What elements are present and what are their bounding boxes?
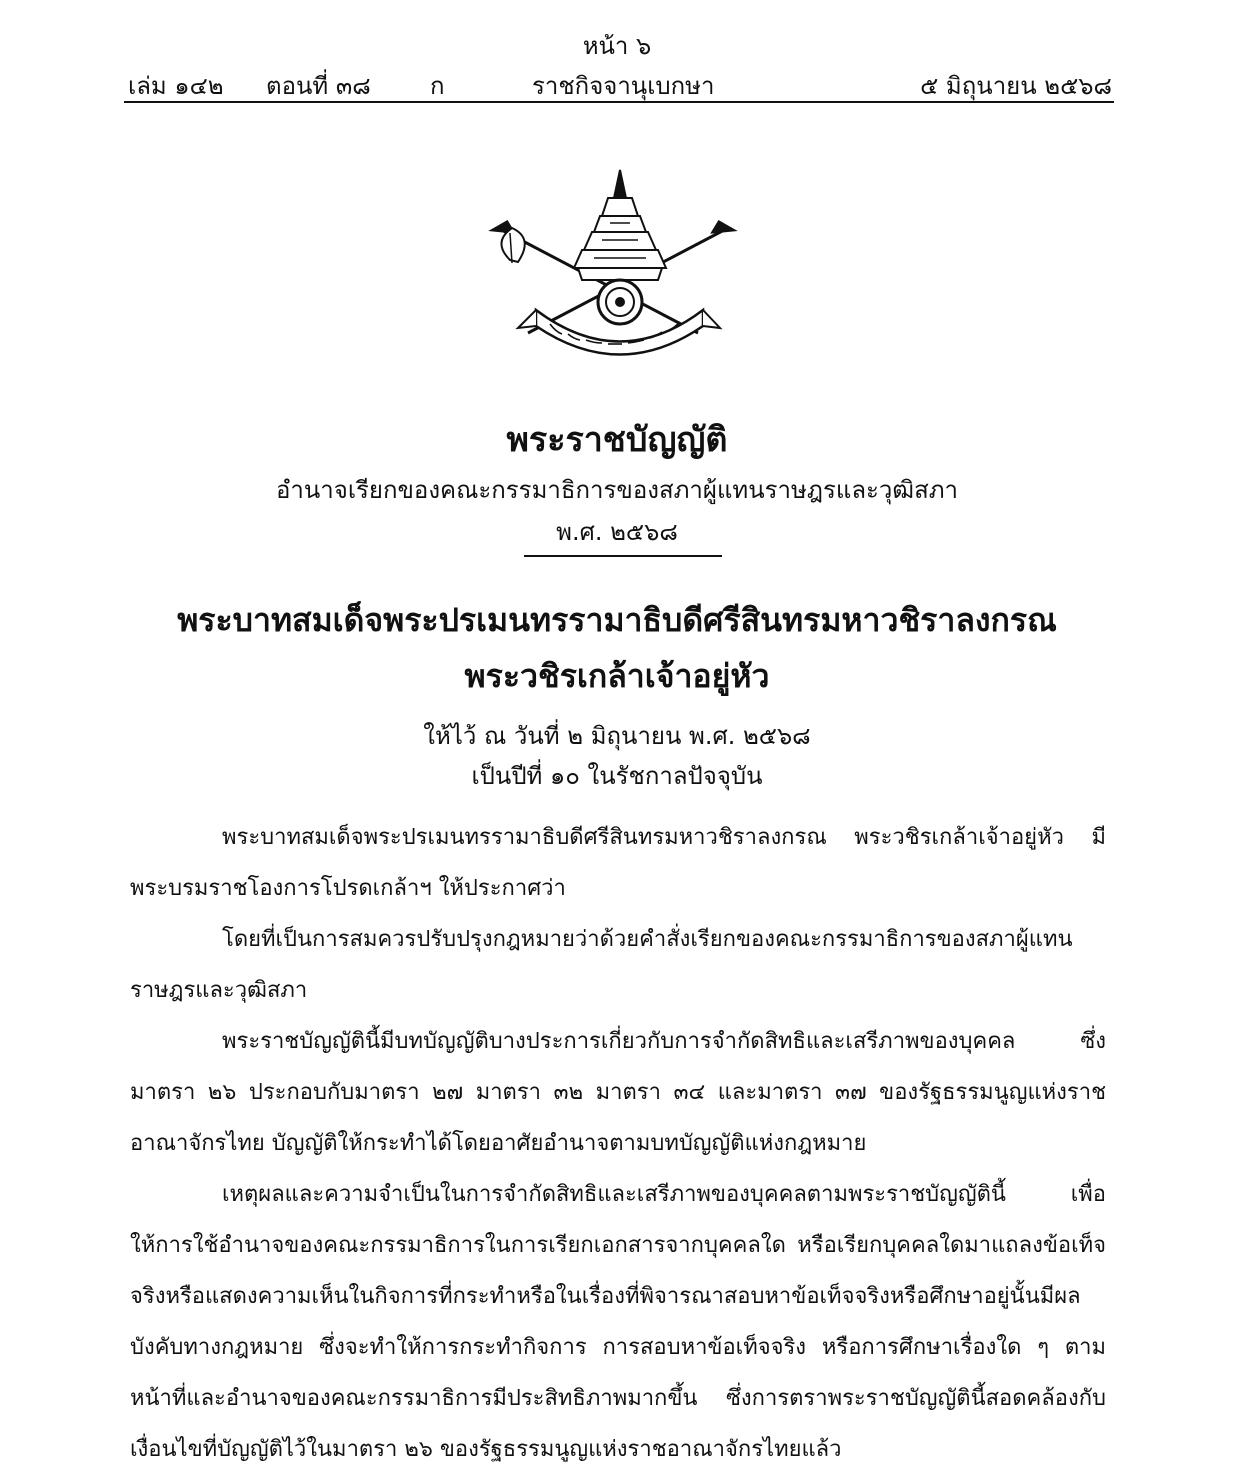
header-divider xyxy=(124,101,1114,103)
king-name-line1: พระบาทสมเด็จพระปรเมนทรรามาธิบดีศรีสินทรมหาวชิราลงกรณ xyxy=(177,601,1057,639)
gazette-header xyxy=(128,66,1112,98)
page-number: หน้า ๖ xyxy=(582,32,652,60)
act-body xyxy=(130,812,1106,1475)
issue-date: ๕ มิถุนายน ๒๕๖๘ xyxy=(920,72,1112,100)
given-date-line: ให้ไว้ ณ วันที่ ๒ มิถุนายน พ.ศ. ๒๕๖๘ xyxy=(423,722,811,750)
issue-label: ตอนที่ ๓๘ xyxy=(266,72,371,100)
royal-seal-emblem-icon xyxy=(488,168,738,358)
act-year: พ.ศ. ๒๕๖๘ xyxy=(556,518,678,546)
section-label: ก xyxy=(430,72,445,100)
volume-label: เล่ม ๑๔๒ xyxy=(128,72,224,100)
title-divider xyxy=(524,555,722,557)
paragraph-reasons: เหตุผลและความจำเป็นในการจำกัดสิทธิและเสรีภาพของบุคคลตามพระราชบัญญัตินี้ เพื่อให้การใช้อำนาจของคณะกรรมาธิการในการเรียกเอกสารจากบุคคลใด หรือเรียกบุคคลใดมาแถลงข้อเท็จจริงหรือแสดงความเห็นในกิจการที่กระทำหรือในเรื่องที่พิจารณาสอบหาข้อเท็จจริงหรือศึกษาอยู่นั้นมีผลบังคับทางกฎหมาย ซึ่งจะทำให้การกระทำกิจการ การสอบหาข้อเท็จจริง หรือการศึกษาเรื่องใด ๆ ตามหน้าที่และอำนาจของคณะกรรมาธิการมีประสิทธิภาพมากขึ้น ซึ่งการตราพระราชบัญญัตินี้สอดคล้องกับเงื่อนไขที่บัญญัติไว้ในมาตรา ๒๖ ของรัฐธรรมนูญแห่งราชอาณาจักรไทยแล้ว xyxy=(130,1182,1106,1462)
act-subtitle: อำนาจเรียกของคณะกรรมาธิการของสภาผู้แทนราษฎรและวุฒิสภา xyxy=(275,476,959,504)
paragraph-rationale: โดยที่เป็นการสมควรปรับปรุงกฎหมายว่าด้วยคำสั่งเรียกของคณะกรรมาธิการของสภาผู้แทนราษฎรและวุฒิสภา xyxy=(130,927,1073,1003)
paragraph-rights-limitation: พระราชบัญญัตินี้มีบทบัญญัติบางประการเกี่ยวกับการจำกัดสิทธิและเสรีภาพของบุคคล ซึ่งมาตรา ๒๖ ประกอบกับมาตรา ๒๗ มาตรา ๓๒ มาตรา ๓๔ และมาตรา ๓๗ ของรัฐธรรมนูญแห่งราชอาณาจักรไทย บัญญัติให้กระทำได้โดยอาศัยอำนาจตามบทบัญญัติแห่งกฎหมาย xyxy=(130,1029,1106,1156)
given-date xyxy=(0,716,1234,796)
king-name-line2: พระวชิรเกล้าเจ้าอยู่หัว xyxy=(464,657,770,695)
king-name xyxy=(0,592,1234,704)
reign-year-line: เป็นปีที่ ๑๐ ในรัชกาลปัจจุบัน xyxy=(471,762,763,790)
act-title: พระราชบัญญัติ xyxy=(506,420,728,460)
publication-name: ราชกิจจานุเบกษา xyxy=(532,72,715,100)
paragraph-proclamation: พระบาทสมเด็จพระปรเมนทรรามาธิบดีศรีสินทรมหาวชิราลงกรณ พระวชิรเกล้าเจ้าอยู่หัว มีพระบรมราชโองการโปรดเกล้าฯ ให้ประกาศว่า xyxy=(130,825,1106,901)
